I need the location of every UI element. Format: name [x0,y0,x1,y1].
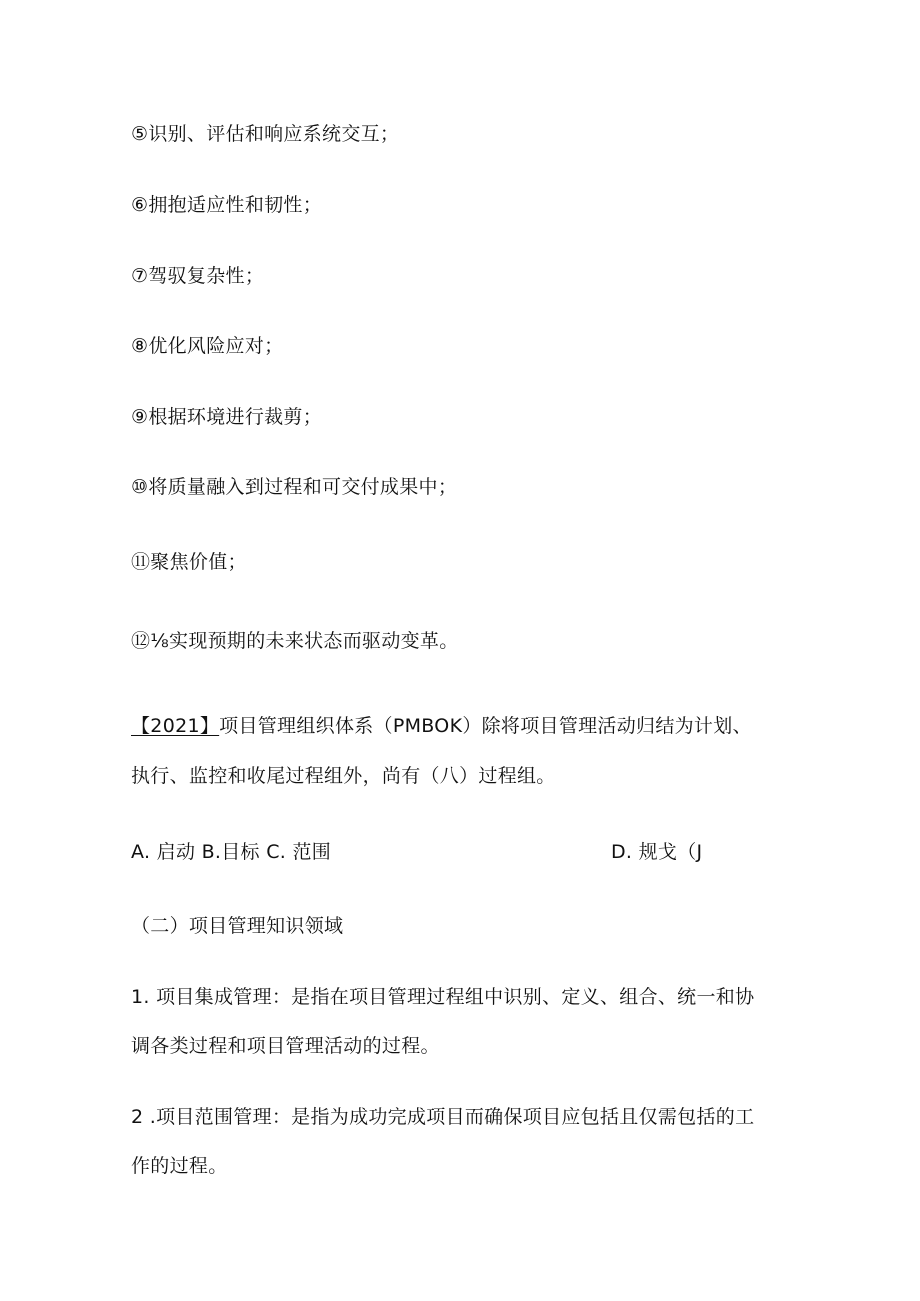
section-heading: （二）项目管理知识领域 [131,915,344,937]
item-1-line-2: 调各类过程和项目管理活动的过程。 [131,1035,440,1057]
principle-9: ⑨根据环境进行裁剪； [131,406,323,428]
principle-6: ⑥拥抱适应性和韧性； [131,194,323,216]
options-row [131,840,831,864]
item-1-line-1: 1. 项目集成管理：是指在项目管理过程组中识别、定义、组合、统一和协 [131,986,755,1008]
principle-11: ⑪聚焦价值； [131,551,247,573]
question-text-1: 项目管理组织体系（PMBOK）除将项目管理活动归结为计划、 [219,715,752,737]
item-2-line-1: 2 .项目范围管理：是指为成功完成项目而确保项目应包括且仅需包括的工 [131,1106,755,1128]
principle-12: ⑫⅛实现预期的未来状态而驱动变革。 [131,630,459,652]
question-line-1 [131,714,752,738]
principle-8: ⑧优化风险应对； [131,335,284,357]
year-tag: 【2021】 [131,715,220,737]
options-abc: A. 启动 B.目标 C. 范围 [131,841,332,863]
principle-10: ⑩将质量融入到过程和可交付成果中； [131,476,458,498]
question-line-2: 执行、监控和收尾过程组外，尚有（八）过程组。 [131,765,556,787]
principle-5: ⑤识别、评估和响应系统交互； [131,123,400,145]
principle-7: ⑦驾驭复杂性； [131,265,265,287]
option-d: D. 规戈（J [611,841,703,863]
item-2-line-2: 作的过程。 [131,1155,228,1177]
